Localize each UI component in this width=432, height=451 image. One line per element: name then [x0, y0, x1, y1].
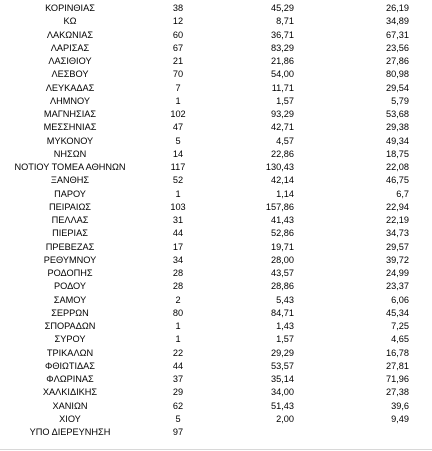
table-row	[0, 241, 432, 254]
case-count-cell: 70	[172, 69, 184, 80]
rate-cell: 93,29	[271, 109, 294, 119]
table-row	[0, 108, 432, 121]
average-cell: 39,72	[386, 254, 409, 265]
region-name-cell: ΛΕΥΚΑΔΑΣ	[45, 82, 95, 93]
average-cell: 27,81	[386, 360, 409, 371]
case-count-cell: 29	[172, 387, 184, 398]
case-count-cell: 31	[172, 215, 184, 225]
average-cell: 7,25	[391, 321, 409, 331]
table-row	[0, 135, 432, 148]
region-name-cell: ΥΠΟ ΔΙΕΡΕΥΝΗΣΗ	[29, 427, 111, 437]
rate-cell: 22,86	[271, 148, 294, 159]
case-count-cell: 5	[175, 135, 181, 146]
average-cell: 67,31	[386, 29, 409, 40]
average-cell: 5,79	[391, 95, 409, 106]
region-name-cell: ΠΕΙΡΑΙΩΣ	[49, 201, 91, 212]
average-cell: 6,06	[391, 294, 409, 305]
case-count-cell: 47	[172, 122, 184, 133]
rate-cell: 1,57	[276, 334, 294, 345]
table-row	[0, 267, 432, 280]
average-cell: 18,75	[386, 148, 409, 159]
table-row	[0, 174, 432, 187]
case-count-cell: 117	[170, 162, 186, 172]
case-count-cell: 102	[170, 109, 186, 119]
average-cell: 80,98	[386, 69, 409, 80]
case-count-cell: 97	[172, 427, 184, 437]
table-row	[0, 280, 432, 293]
region-name-cell: ΠΡΕΒΕΖΑΣ	[45, 241, 95, 252]
region-name-cell: ΦΛΩΡΙΝΑΣ	[46, 374, 94, 384]
average-cell: 34,73	[386, 228, 409, 239]
region-name-cell: ΛΗΜΝΟΥ	[49, 95, 91, 106]
table-row	[0, 254, 432, 267]
rate-cell: 157,86	[265, 201, 294, 212]
region-name-cell: ΡΕΘΥΜΝΟΥ	[43, 254, 97, 265]
case-count-cell: 80	[172, 307, 184, 318]
average-cell: 71,96	[386, 374, 409, 384]
rate-cell: 28,86	[271, 281, 294, 292]
table-row	[0, 68, 432, 81]
average-cell: 39,6	[391, 400, 409, 411]
average-cell: 46,75	[386, 175, 409, 186]
rate-cell: 130,43	[265, 162, 294, 172]
region-name-cell: ΛΑΡΙΣΑΣ	[50, 42, 90, 53]
region-name-cell: ΛΕΣΒΟΥ	[51, 69, 89, 80]
table-row	[0, 42, 432, 55]
rate-cell: 51,43	[271, 400, 294, 411]
region-name-cell: ΧΙΟΥ	[59, 413, 81, 424]
rate-cell: 5,43	[276, 294, 294, 305]
rate-cell: 8,71	[276, 16, 294, 27]
table-row	[0, 201, 432, 214]
table-row	[0, 294, 432, 307]
case-count-cell: 17	[172, 241, 184, 252]
region-name-cell: ΚΩ	[63, 16, 77, 27]
rate-cell: 42,14	[271, 175, 294, 186]
average-cell: 49,34	[386, 135, 409, 146]
case-count-cell: 1	[175, 188, 181, 199]
rate-cell: 43,57	[271, 268, 294, 278]
region-name-cell: ΛΑΚΩΝΙΑΣ	[46, 29, 94, 40]
table-row	[0, 95, 432, 108]
table-row	[0, 320, 432, 333]
table-row	[0, 413, 432, 426]
rate-cell: 2,00	[276, 413, 294, 424]
average-cell: 4,65	[391, 334, 409, 345]
average-cell: 26,19	[386, 3, 409, 13]
rate-cell: 28,00	[271, 254, 294, 265]
region-name-cell: ΡΟΔΟΥ	[53, 281, 86, 292]
average-cell: 53,68	[386, 109, 409, 119]
case-count-cell: 28	[172, 281, 184, 292]
rate-cell: 35,14	[271, 374, 294, 384]
region-name-cell: ΛΑΣΙΘΙΟΥ	[48, 56, 92, 66]
region-name-cell: ΞΑΝΘΗΣ	[50, 175, 90, 186]
table-row	[0, 214, 432, 227]
case-count-cell: 60	[172, 29, 184, 40]
average-cell: 16,78	[386, 347, 409, 358]
table-row	[0, 373, 432, 386]
average-cell: 22,08	[386, 162, 409, 172]
rate-cell: 53,57	[271, 360, 294, 371]
region-name-cell: ΠΕΛΛΑΣ	[51, 215, 89, 225]
average-cell: 45,34	[386, 307, 409, 318]
region-name-cell: ΧΑΛΚΙΔΙΚΗΣ	[42, 387, 98, 398]
bottom-divider	[0, 449, 432, 450]
case-count-cell: 28	[172, 268, 184, 278]
case-count-cell: 52	[172, 175, 184, 186]
case-count-cell: 38	[172, 3, 184, 13]
table-row	[0, 2, 432, 15]
table-row	[0, 55, 432, 68]
case-count-cell: 22	[172, 347, 184, 358]
rate-cell: 41,43	[271, 215, 294, 225]
region-name-cell: ΣΕΡΡΩΝ	[51, 307, 89, 318]
rate-cell: 21,86	[271, 56, 294, 66]
average-cell: 22,19	[386, 215, 409, 225]
case-count-cell: 21	[172, 56, 184, 66]
table-row	[0, 29, 432, 42]
region-name-cell: ΜΕΣΣΗΝΙΑΣ	[43, 122, 97, 133]
rate-cell: 19,71	[271, 241, 294, 252]
case-count-cell: 5	[175, 413, 181, 424]
rate-cell: 4,57	[276, 135, 294, 146]
table-body	[0, 2, 432, 439]
average-cell: 27,86	[386, 56, 409, 66]
table-row	[0, 82, 432, 95]
case-count-cell: 12	[172, 16, 184, 27]
average-cell: 24,99	[386, 268, 409, 278]
table-row	[0, 333, 432, 346]
region-name-cell: ΝΟΤΙΟΥ ΤΟΜΕΑ ΑΘΗΝΩΝ	[14, 162, 126, 172]
average-cell: 22,94	[386, 201, 409, 212]
table-row	[0, 161, 432, 174]
average-cell: 9,49	[391, 413, 409, 424]
region-name-cell: ΚΟΡΙΝΘΙΑΣ	[45, 3, 95, 13]
rate-cell: 34,00	[271, 387, 294, 398]
region-name-cell: ΣΠΟΡΑΔΩΝ	[44, 321, 96, 331]
case-count-cell: 7	[175, 82, 181, 93]
rate-cell: 1,43	[276, 321, 294, 331]
rate-cell: 54,00	[271, 69, 294, 80]
rate-cell: 83,29	[271, 42, 294, 53]
average-cell: 29,57	[386, 241, 409, 252]
case-count-cell: 34	[172, 254, 184, 265]
case-count-cell: 37	[172, 374, 184, 384]
average-cell: 6,7	[396, 188, 409, 199]
region-name-cell: ΝΗΣΩΝ	[53, 148, 87, 159]
table-row	[0, 121, 432, 134]
average-cell: 29,54	[386, 82, 409, 93]
rate-cell: 84,71	[271, 307, 294, 318]
region-name-cell: ΣΑΜΟΥ	[53, 294, 87, 305]
rate-cell: 45,29	[271, 3, 294, 13]
case-count-cell: 67	[172, 42, 184, 53]
table-row	[0, 307, 432, 320]
average-cell: 29,38	[386, 122, 409, 133]
table-row	[0, 347, 432, 360]
table-row	[0, 15, 432, 28]
table-row	[0, 148, 432, 161]
case-count-cell: 1	[175, 321, 181, 331]
region-name-cell: ΦΘΙΩΤΙΔΑΣ	[44, 360, 95, 371]
table-row	[0, 426, 432, 439]
average-cell: 23,37	[386, 281, 409, 292]
region-name-cell: ΜΥΚΟΝΟΥ	[46, 135, 94, 146]
rate-cell: 11,71	[271, 82, 294, 93]
region-name-cell: ΣΥΡΟΥ	[54, 334, 86, 345]
case-count-cell: 44	[172, 228, 184, 239]
case-count-cell: 44	[172, 360, 184, 371]
rate-cell: 1,14	[276, 188, 294, 199]
table-row	[0, 400, 432, 413]
region-name-cell: ΜΑΓΝΗΣΙΑΣ	[43, 109, 97, 119]
rate-cell: 1,57	[276, 95, 294, 106]
case-count-cell: 14	[172, 148, 184, 159]
rate-cell: 42,71	[271, 122, 294, 133]
table-row	[0, 227, 432, 240]
table-row	[0, 386, 432, 399]
case-count-cell: 1	[175, 95, 181, 106]
average-cell: 34,89	[386, 16, 409, 27]
region-name-cell: ΧΑΝΙΩΝ	[52, 400, 88, 411]
region-name-cell: ΠΙΕΡΙΑΣ	[52, 228, 88, 239]
table-row	[0, 188, 432, 201]
region-name-cell: ΤΡΙΚΑΛΩΝ	[46, 347, 94, 358]
case-count-cell: 62	[172, 400, 184, 411]
region-name-cell: ΠΑΡΟΥ	[54, 188, 86, 199]
rate-cell: 52,86	[271, 228, 294, 239]
table-row	[0, 360, 432, 373]
average-cell: 27,38	[386, 387, 409, 398]
region-name-cell: ΡΟΔΟΠΗΣ	[47, 268, 93, 278]
case-count-cell: 1	[175, 334, 181, 345]
rate-cell: 29,29	[271, 347, 294, 358]
average-cell: 23,56	[386, 42, 409, 53]
case-count-cell: 103	[170, 201, 186, 212]
rate-cell: 36,71	[271, 29, 294, 40]
case-count-cell: 2	[175, 294, 181, 305]
